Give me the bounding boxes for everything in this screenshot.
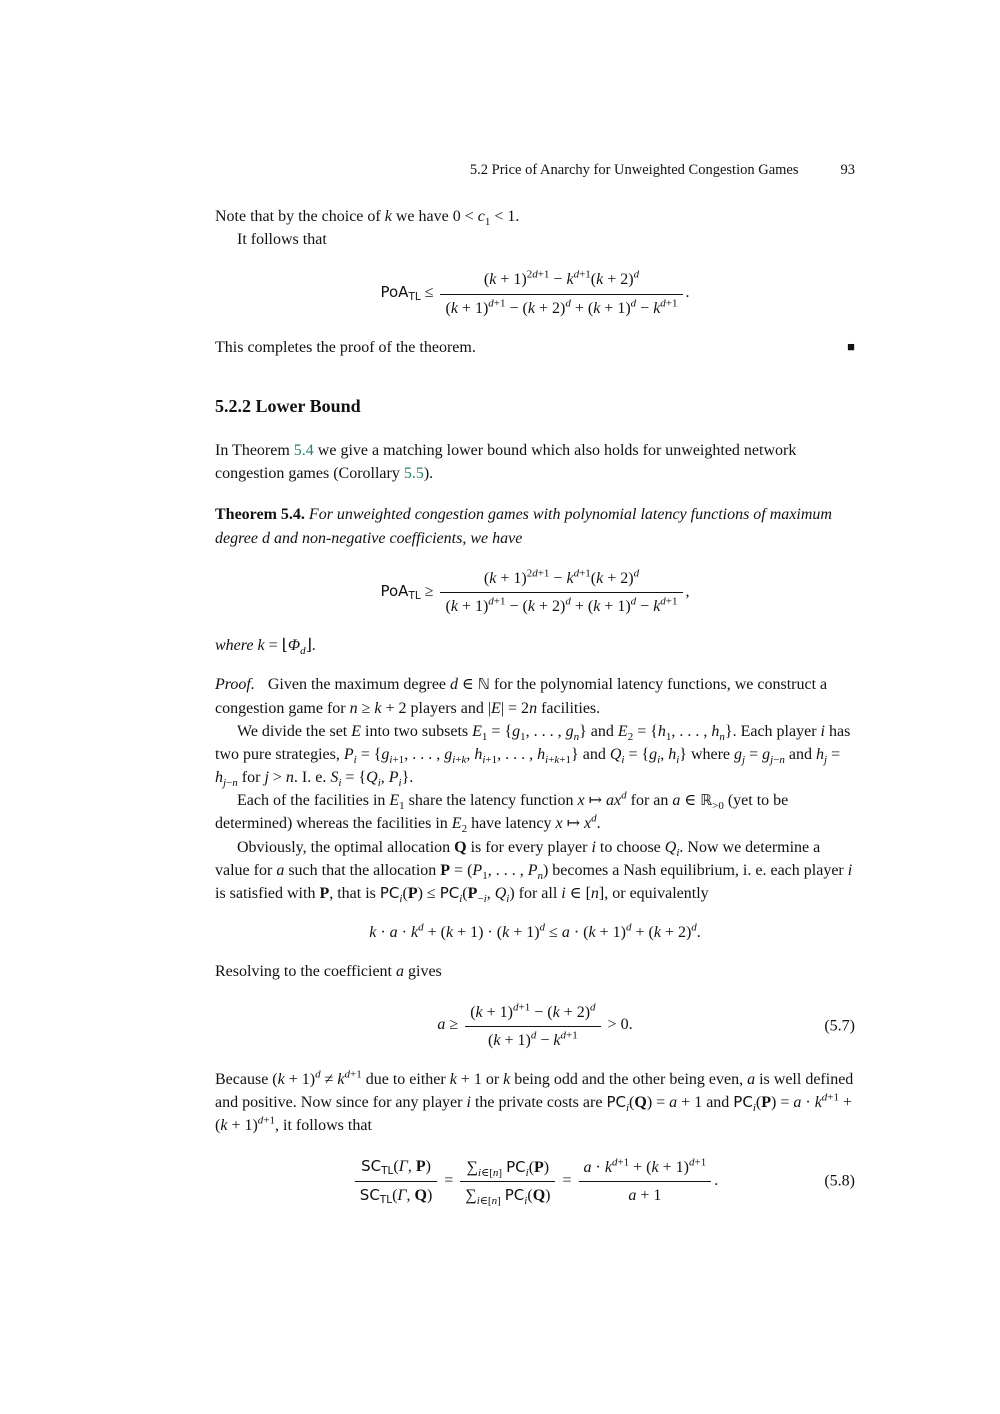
running-header-title: 5.2 Price of Anarchy for Unweighted Congestion Games bbox=[469, 162, 799, 178]
equation-5-8-tag: (5.8) bbox=[824, 1172, 855, 1190]
paragraph-where-k: where $k = ⌊\Phi_d⌋$. bbox=[215, 637, 316, 658]
equation-5-7 bbox=[215, 1000, 855, 1052]
section-heading-5-2-2: 5.2.2 Lower Bound bbox=[215, 395, 361, 416]
equation-5-8-body: $\frac{SC_{TL}(\Gamma, P)}{SC_{TL}(\Gamma, Q)}$ = $\frac{\sum_{i\in[n]} PC_i(P)}{\sum_{i\in[n]} PC_i(Q)}$ = $\frac{a \cdot k^{d+1} + (k + 1)^{d+1}}{a + 1}$ . bbox=[352, 1172, 718, 1189]
equation-lower-bound: PoA$_{TL}$ ≥ $\frac{(k + 1)^{2d+1} - k^{d+1}(k + 2)^d}{(k + 1)^{d+1} - (k + 2)^d + (k + 1)^d - k^{d+1}}$ , bbox=[380, 567, 690, 615]
qed-symbol: ■ bbox=[847, 338, 855, 354]
paragraph-because: Because $(k + 1)^d \ne k^{d+1}$ due to either k + 1 or k being odd and the other being even, a is well defined and positive. Now since for any player i the private costs are $PC_i(Q) = a + 1$ and $PC_i(P) = a \cdot k^{d+1} + (k + 1)^{d+1}$, it follows that bbox=[215, 1068, 854, 1135]
paragraph-proof-complete bbox=[215, 336, 855, 359]
theorem-5-4 bbox=[215, 503, 855, 549]
page-number: 93 bbox=[840, 162, 855, 178]
equation-5-7-body: a ≥ $\frac{(k + 1)^{d+1} - (k + 2)^d}{(k + 1)^d - k^{d+1}}$ > 0. bbox=[437, 1001, 633, 1049]
ref-corollary-5-5[interactable]: 5.5 bbox=[403, 465, 424, 483]
equation-5-7-tag: (5.7) bbox=[824, 1017, 855, 1035]
paragraph-proof-1: Proof. Given the maximum degree d ∈ ℕ for the polynomial latency functions, we construct a congestion game for n ≥ k + 2 players and |E| = 2n facilities. bbox=[215, 675, 828, 717]
running-header bbox=[215, 160, 855, 181]
paragraph-intro-lower-bound: In Theorem 5.4 we give a matching lower bound which also holds for unweighted network congestion games (Corollary 5.5). bbox=[215, 442, 797, 483]
paragraph-proof-3: Each of the facilities in $E_1$ share the latency function x ↦ $ax^d$ for an a ∈ ℝ$_{>0}$ (yet to be determined) whereas the facilities in $E_2$ have latency x ↦ $x^d$. bbox=[215, 789, 789, 836]
paragraph-resolving: Resolving to the coefficient a gives bbox=[215, 963, 442, 981]
equation-upper-bound: PoA$_{TL}$ ≤ $\frac{(k + 1)^{2d+1} - k^{d+1}(k + 2)^d}{(k + 1)^{d+1} - (k + 2)^d + (k + 1)^d - k^{d+1}}$ . bbox=[380, 269, 690, 317]
paragraph-proof-4: Obviously, the optimal allocation Q is for every player i to choose $Q_i$. Now we determine a value for a such that the allocation $P = (P_1$, . . . , $P_n$) becomes a Nash equilibrium, i. e. each player i is satisfied with P, that is $PC_i(P) \le PC_i(P_{-i}$, $Q_i$) for all i ∈ [n], or equivalently bbox=[215, 838, 853, 906]
paragraph-it-follows: It follows that bbox=[237, 231, 327, 249]
paragraph-proof-2: We divide the set E into two subsets $E_1 = \{g_1$, . . . , $g_n$} and $E_2 = \{h_1$, . . . , $h_n$}. Each player i has two pure strategies, $P_i = \{g_{i+1}$, . . . , $g_{i+k}$, $h_{i+1}$, . . . , $h_{i+k+1}$} and $Q_i = \{g_i$, $h_i$} where $g_j = g_{j-n}$ and $h_j = h_{j-n}$ for j > n. I. e. $S_i = \{Q_i$, $P_i$}. bbox=[215, 722, 851, 790]
theorem-statement: For unweighted congestion games with polynomial latency functions of maximum degree d and non-negative coefficients, we have bbox=[215, 506, 832, 547]
ref-theorem-5-4[interactable]: 5.4 bbox=[293, 442, 314, 460]
equation-5-8 bbox=[215, 1154, 855, 1209]
paragraph-note: Note that by the choice of k we have $0 < c_1 < 1$. bbox=[215, 208, 520, 229]
equation-nash-condition: $k \cdot a \cdot k^d + (k + 1) \cdot (k + 1)^d \le a \cdot (k + 1)^d + (k + 2)^d$. bbox=[369, 921, 701, 942]
theorem-label: Theorem 5.4. bbox=[215, 506, 305, 524]
proof-complete-text: This completes the proof of the theorem. bbox=[215, 338, 476, 356]
